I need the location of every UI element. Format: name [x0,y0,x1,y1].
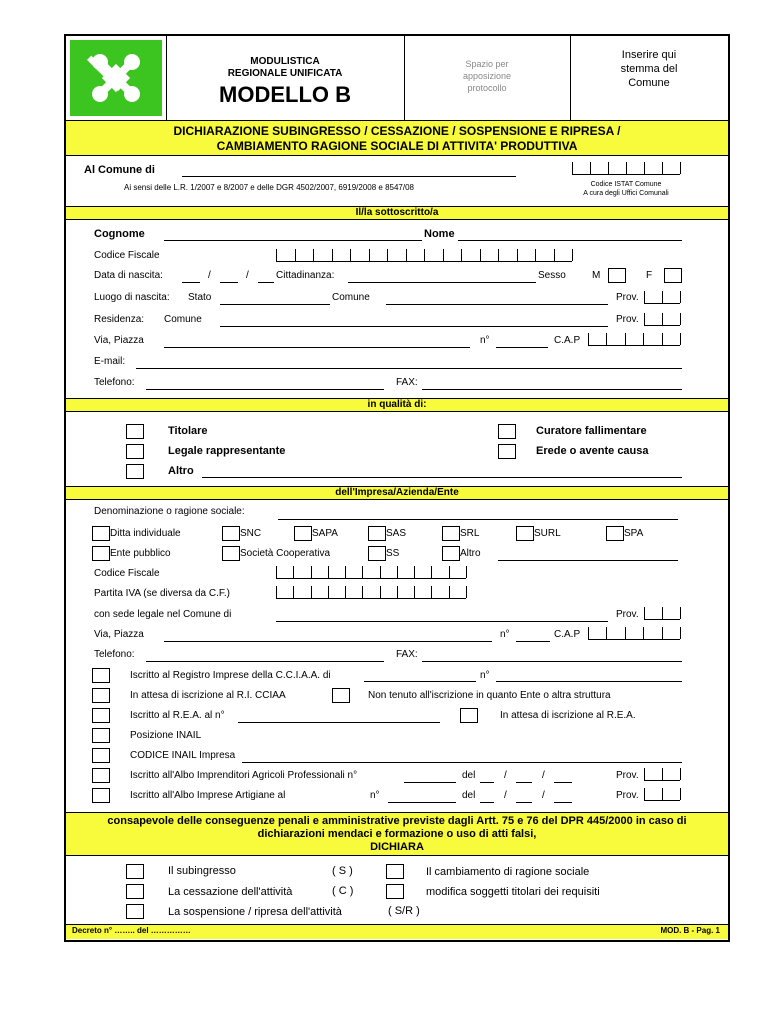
altro-label: Altro [168,465,194,477]
cell-divider [608,162,609,174]
albo-agricoli-month-field[interactable] [516,782,532,783]
email-field[interactable] [136,368,682,369]
denominazione-label: Denominazione o ragione sociale: [94,506,245,517]
albo-agricoli-label: Iscritto all'Albo Imprenditori Agricoli Professionali n° [130,770,358,781]
cell-divider [554,249,555,261]
albo-artigiane-n-label: n° [370,790,380,801]
albo-artigiane-checkbox[interactable] [92,788,110,803]
cell-divider [276,566,277,578]
cell-divider [480,249,481,261]
cell-divider [662,162,663,174]
main-title-line2: CAMBIAMENTO RAGIONE SOCIALE DI ATTIVITA' PRODUTTIVA [216,139,578,153]
cell-divider [644,291,645,303]
cell-divider [311,586,312,598]
decreto-label: Decreto n° …….. del …………… [72,926,191,935]
forma-label-sas: SAS [386,528,407,539]
form-series-subtitle: REGIONALE UNIFICATA [227,68,343,79]
dichiara-bar [66,812,728,856]
cell-divider [572,249,573,261]
comune-field[interactable] [182,176,516,177]
cittadinanza-field[interactable] [348,282,536,283]
dichiara-line2: dichiarazioni mendaci e formazione o uso di atti falsi, [257,828,537,840]
non-tenuto-checkbox[interactable] [332,688,350,703]
page-number: MOD. B - Pag. 1 [660,926,720,935]
registro-imprese-label: Iscritto al Registro Imprese della C.C.I.A.A. di [130,670,331,681]
cambiamento-checkbox[interactable] [386,864,404,879]
email-label: E-mail: [94,356,126,367]
albo-agricoli-year-field[interactable] [554,782,572,783]
cell-divider [662,788,663,800]
forma-label-altro: Altro [460,548,481,559]
cell-divider [662,333,663,345]
cell-divider [380,566,381,578]
cell-divider [680,607,681,619]
legal-basis: Ai sensi delle L.R. 1/2007 e 8/2007 e delle DGR 4502/2007, 6919/2008 e 8547/08 [124,183,414,192]
protocol-space-label: Spazio per [465,59,509,69]
impresa-telefono-field[interactable] [146,661,384,662]
section-bar-sottoscritto: Il/la sottoscritto/a [66,206,728,220]
cell-divider [332,249,333,261]
altro-forma-field[interactable] [498,560,678,561]
birth-year-field[interactable] [258,282,274,283]
stemma-placeholder-3: Comune [628,77,670,89]
cell-divider [345,586,346,598]
prov-nascita-label: Prov. [616,292,639,303]
comune-nascita-field[interactable] [386,304,608,305]
albo-agricoli-prov-label: Prov. [616,770,639,781]
dichiara-line1: consapevole delle conseguenze penali e amministrative previste dagli Artt. 75 e 76 del DPR 445/2000 in caso di [107,815,687,827]
sapa-checkbox[interactable] [294,526,312,541]
sesso-m-label: M [592,270,601,281]
via-field[interactable] [164,347,470,348]
cell-divider [680,627,681,639]
cell-divider [572,162,573,174]
istat-label: Codice ISTAT Comune [590,181,662,188]
cap-field[interactable] [588,333,680,346]
subingresso-label: Il subingresso [168,865,236,877]
cell-divider [498,249,499,261]
cell-divider [662,627,663,639]
forma-label-srl: SRL [460,528,480,539]
region-logo [70,40,162,116]
impresa-fax-label: FAX: [396,649,418,660]
cell-divider [606,333,607,345]
cambiamento-label: Il cambiamento di ragione sociale [426,866,590,878]
cell-divider [644,313,645,325]
cell-divider [328,566,329,578]
cessazione-label: La cessazione dell'attività [168,886,293,898]
cell-divider [449,566,450,578]
cell-divider [644,788,645,800]
inail-label: Posizione INAIL [130,730,202,741]
luogo-nascita-label: Luogo di nascita: [94,292,170,303]
date-separator: / [542,790,545,801]
sesso-f-label: F [646,270,653,281]
cell-divider [662,607,663,619]
spa-checkbox[interactable] [606,526,624,541]
cell-divider [406,249,407,261]
forma-label-cooperativa: Società Cooperativa [240,548,331,559]
forma-label-ditta: Ditta individuale [110,528,181,539]
cell-divider [293,586,294,598]
srl-checkbox[interactable] [442,526,460,541]
registro-numero-label: n° [480,670,490,681]
cell-divider [625,333,626,345]
cell-divider [276,249,277,261]
cell-divider [644,607,645,619]
cell-divider [590,162,591,174]
legale-label: Legale rappresentante [168,445,286,457]
cell-divider [588,333,589,345]
cell-divider [643,333,644,345]
comune-label: Al Comune di [84,164,155,176]
modifica-checkbox[interactable] [386,884,404,899]
protocol-space-label-2: apposizione [462,71,512,81]
titolare-label: Titolare [168,425,208,437]
cell-divider [313,249,314,261]
albo-artigiane-numero-field[interactable] [388,802,456,803]
titolare-checkbox[interactable] [126,424,144,439]
surl-checkbox[interactable] [516,526,534,541]
cap-label: C.A.P [554,335,581,346]
footer-bar [66,924,728,939]
prov-sede-field[interactable] [644,607,680,620]
partita-iva-field[interactable] [276,586,466,599]
forma-label-ente: Ente pubblico [110,548,171,559]
cell-divider [680,162,681,174]
code-sr: ( S/R ) [388,905,420,917]
numero-field[interactable] [496,347,548,348]
cell-divider [644,162,645,174]
legale-checkbox[interactable] [126,444,144,459]
sesso-f-checkbox[interactable] [664,268,682,283]
date-separator: / [208,270,211,281]
albo-artigiane-year-field[interactable] [554,802,572,803]
cell-divider [293,566,294,578]
stato-label: Stato [188,292,212,303]
cell-divider [397,566,398,578]
impresa-fax-field[interactable] [422,661,682,662]
sesso-label: Sesso [538,270,566,281]
birth-month-field[interactable] [220,282,238,283]
impresa-via-field[interactable] [164,641,492,642]
erede-label: Erede o avente causa [536,445,649,457]
sas-checkbox[interactable] [368,526,386,541]
cell-divider [295,249,296,261]
non-tenuto-label: Non tenuto all'iscrizione in quanto Ente o altra struttura [368,690,611,701]
telefono-label: Telefono: [94,377,135,388]
codice-fiscale-label: Codice Fiscale [94,250,160,261]
form-series-title: MODULISTICA [250,56,320,67]
cell-divider [461,249,462,261]
albo-artigiane-prov-field[interactable] [644,788,680,801]
prov-residenza-label: Prov. [616,314,639,325]
protocol-space-label-3: protocollo [467,83,507,93]
cell-divider [680,768,681,780]
cell-divider [449,586,450,598]
ditta-individuale-checkbox[interactable] [92,526,110,541]
cell-divider [380,586,381,598]
stemma-placeholder: Inserire qui [621,49,677,61]
cell-divider [517,249,518,261]
residenza-comune-field[interactable] [220,326,608,327]
subingresso-checkbox[interactable] [126,864,144,879]
numero-label: n° [480,335,490,346]
cell-divider [588,627,589,639]
forma-label-surl: SURL [534,528,561,539]
codice-fiscale-field[interactable] [276,249,572,262]
albo-agricoli-del-label: del [462,770,476,781]
cessazione-checkbox[interactable] [126,884,144,899]
curatore-checkbox[interactable] [498,424,516,439]
cittadinanza-label: Cittadinanza: [276,270,335,281]
stato-field[interactable] [220,304,330,305]
impresa-cf-label: Codice Fiscale [94,568,160,579]
codice-inail-checkbox[interactable] [92,748,110,763]
model-title: MODELLO B [219,82,351,107]
lombardy-rose-icon [70,40,162,116]
cell-divider [662,768,663,780]
registro-imprese-checkbox[interactable] [92,668,110,683]
attesa-ri-label: In attesa di iscrizione al R.I. CCIAA [130,690,286,701]
sospensione-checkbox[interactable] [126,904,144,919]
cell-divider [680,291,681,303]
albo-artigiane-label: Iscritto all'Albo Imprese Artigiane al [130,790,286,801]
forma-label-ss: SS [386,548,400,559]
albo-agricoli-checkbox[interactable] [92,768,110,783]
residenza-comune-label: Comune [164,314,202,325]
attesa-ri-checkbox[interactable] [92,688,110,703]
cell-divider [680,333,681,345]
residenza-label: Residenza: [94,314,145,325]
cell-divider [345,566,346,578]
main-title-line1: DICHIARAZIONE SUBINGRESSO / CESSAZIONE / SOSPENSIONE E RIPRESA / [173,124,621,138]
albo-agricoli-prov-field[interactable] [644,768,680,781]
sede-field[interactable] [276,621,608,622]
sospensione-label: La sospensione / ripresa dell'attività [168,906,342,918]
istat-code-field[interactable] [572,162,680,175]
cognome-field[interactable] [164,240,422,241]
prov-sede-label: Prov. [616,609,639,620]
cell-divider [626,162,627,174]
cooperativa-checkbox[interactable] [222,546,240,561]
prov-nascita-field[interactable] [644,291,680,304]
nome-label: Nome [424,228,455,240]
cell-divider [328,586,329,598]
cell-divider [466,586,467,598]
albo-agricoli-numero-field[interactable] [404,782,456,783]
cell-divider [680,313,681,325]
attesa-rea-checkbox[interactable] [460,708,478,723]
cell-divider [397,586,398,598]
cell-divider [424,249,425,261]
cell-divider [535,249,536,261]
cell-divider [350,249,351,261]
main-title-bar [66,120,728,156]
curatore-label: Curatore fallimentare [536,425,647,437]
rea-label: Iscritto al R.E.A. al n° [130,710,225,721]
inail-checkbox[interactable] [92,728,110,743]
section-bar-impresa: dell'Impresa/Azienda/Ente [66,486,728,500]
denominazione-field[interactable] [278,519,678,520]
cell-divider [362,586,363,598]
fax-label: FAX: [396,377,418,388]
dichiara-line3: DICHIARA [370,841,424,853]
partita-iva-label: Partita IVA (se diversa da C.F.) [94,588,230,599]
cell-divider [431,566,432,578]
attesa-rea-label: In attesa di iscrizione al R.E.A. [500,710,636,721]
albo-agricoli-day-field[interactable] [480,782,494,783]
data-nascita-label: Data di nascita: [94,270,163,281]
impresa-cap-label: C.A.P [554,629,581,640]
codice-inail-label: CODICE INAIL Impresa [130,750,236,761]
cell-divider [414,566,415,578]
albo-artigiane-month-field[interactable] [516,802,532,803]
forma-label-sapa: SAPA [312,528,338,539]
cell-divider [276,586,277,598]
codice-inail-field[interactable] [242,762,682,763]
registro-numero-field[interactable] [496,681,682,682]
cell-divider [662,313,663,325]
albo-artigiane-del-label: del [462,790,476,801]
date-separator: / [504,770,507,781]
code-s: ( S ) [332,865,353,877]
impresa-via-label: Via, Piazza [94,629,144,640]
impresa-numero-label: n° [500,629,510,640]
cell-divider [680,788,681,800]
cell-divider [387,249,388,261]
via-label: Via, Piazza [94,335,144,346]
code-c: ( C ) [332,885,354,897]
comune-nascita-label: Comune [332,292,370,303]
albo-artigiane-day-field[interactable] [480,802,494,803]
date-separator: / [542,770,545,781]
form-sheet [64,34,730,942]
impresa-cf-field[interactable] [276,566,466,579]
rea-field[interactable] [238,722,440,723]
cell-divider [606,627,607,639]
stemma-placeholder-2: stemma del [620,63,678,75]
snc-checkbox[interactable] [222,526,240,541]
telefono-field[interactable] [146,389,384,390]
cell-divider [311,566,312,578]
impresa-telefono-label: Telefono: [94,649,135,660]
cell-divider [443,249,444,261]
forma-label-snc: SNC [240,528,262,539]
albo-artigiane-prov-label: Prov. [616,790,639,801]
modifica-label: modifica soggetti titolari dei requisiti [426,886,600,898]
cell-divider [362,566,363,578]
cell-divider [643,627,644,639]
sede-label: con sede legale nel Comune di [94,609,232,620]
nome-field[interactable] [458,240,682,241]
section-bar-qualita: in qualità di: [66,398,728,412]
date-separator: / [246,270,249,281]
ss-checkbox[interactable] [368,546,386,561]
altro-forma-checkbox[interactable] [442,546,460,561]
cell-divider [625,627,626,639]
rea-checkbox[interactable] [92,708,110,723]
cognome-label: Cognome [94,228,145,240]
cell-divider [466,566,467,578]
cell-divider [414,586,415,598]
cell-divider [369,249,370,261]
date-separator: / [504,790,507,801]
impresa-numero-field[interactable] [516,641,550,642]
cell-divider [644,768,645,780]
altro-checkbox[interactable] [126,464,144,479]
forma-label-spa: SPA [624,528,644,539]
impresa-cap-field[interactable] [588,627,680,640]
cell-divider [662,291,663,303]
istat-note: A cura degli Uffici Comunali [583,190,669,197]
registro-cciaa-field[interactable] [364,681,476,682]
birth-day-field[interactable] [182,282,200,283]
altro-field[interactable] [202,477,682,478]
prov-residenza-field[interactable] [644,313,680,326]
sesso-m-checkbox[interactable] [608,268,626,283]
cell-divider [431,586,432,598]
fax-field[interactable] [422,389,682,390]
erede-checkbox[interactable] [498,444,516,459]
ente-pubblico-checkbox[interactable] [92,546,110,561]
